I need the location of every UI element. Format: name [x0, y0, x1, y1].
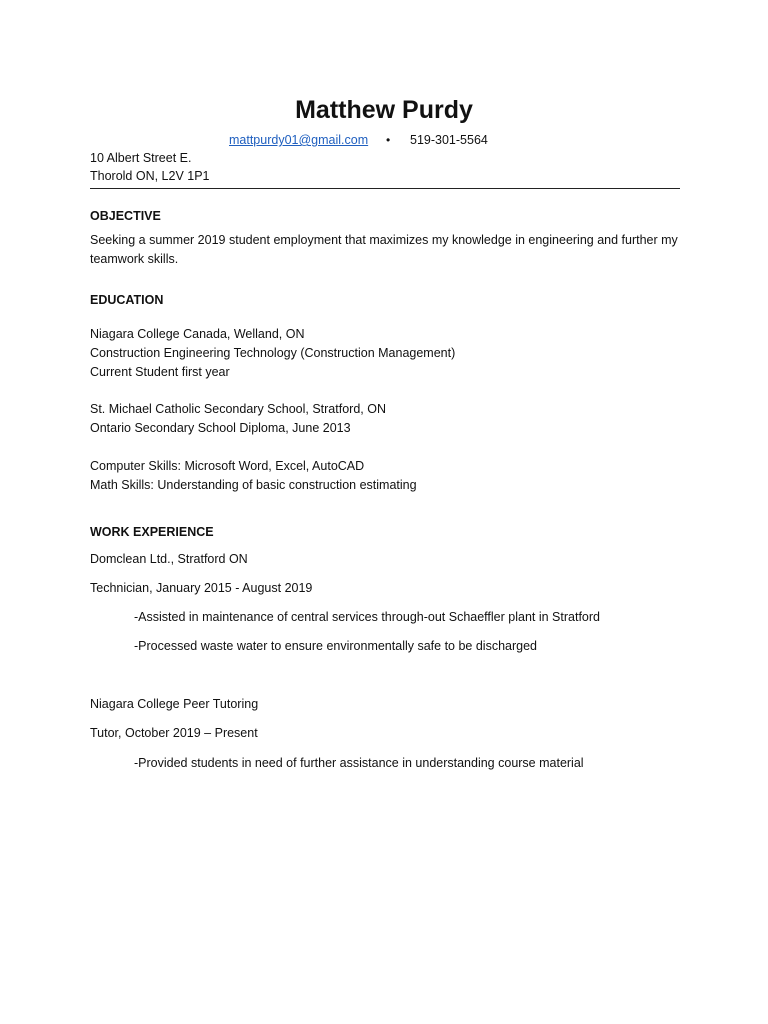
phone-number: 519-301-5564 [410, 133, 488, 147]
bullet-separator: • [386, 133, 391, 147]
job1-duty-2: -Processed waste water to ensure environmentally safe to be discharged [134, 639, 537, 653]
email-link[interactable]: mattpurdy01@gmail.com [229, 133, 369, 147]
job2-duty-1: -Provided students in need of further assistance in understanding course material [134, 756, 584, 770]
address-line-1: 10 Albert Street E. [90, 151, 192, 165]
applicant-name: Matthew Purdy [295, 96, 473, 124]
math-skills: Math Skills: Understanding of basic construction estimating [90, 478, 417, 492]
work-experience-heading: WORK EXPERIENCE [90, 525, 214, 539]
objective-text: Seeking a summer 2019 student employment that maximizes my knowledge in engineering and further my teamwork skills. [90, 233, 678, 266]
education-heading: EDUCATION [90, 293, 164, 307]
job1-title: Technician, January 2015 - August 2019 [90, 581, 313, 595]
school1-program: Construction Engineering Technology (Construction Management) [90, 346, 456, 360]
header-divider [90, 188, 680, 189]
job1-company: Domclean Ltd., Stratford ON [90, 552, 248, 566]
job2-title: Tutor, October 2019 – Present [90, 726, 258, 740]
school2-diploma: Ontario Secondary School Diploma, June 2013 [90, 421, 351, 435]
job2-company: Niagara College Peer Tutoring [90, 697, 259, 711]
school1-status: Current Student first year [90, 365, 230, 379]
address-line-2: Thorold ON, L2V 1P1 [90, 169, 210, 183]
school1-name: Niagara College Canada, Welland, ON [90, 327, 305, 341]
computer-skills: Computer Skills: Microsoft Word, Excel, AutoCAD [90, 459, 365, 473]
job1-duty-1: -Assisted in maintenance of central services through-out Schaeffler plant in Stratford [134, 610, 600, 624]
school2-name: St. Michael Catholic Secondary School, Stratford, ON [90, 402, 386, 416]
objective-heading: OBJECTIVE [90, 209, 161, 223]
